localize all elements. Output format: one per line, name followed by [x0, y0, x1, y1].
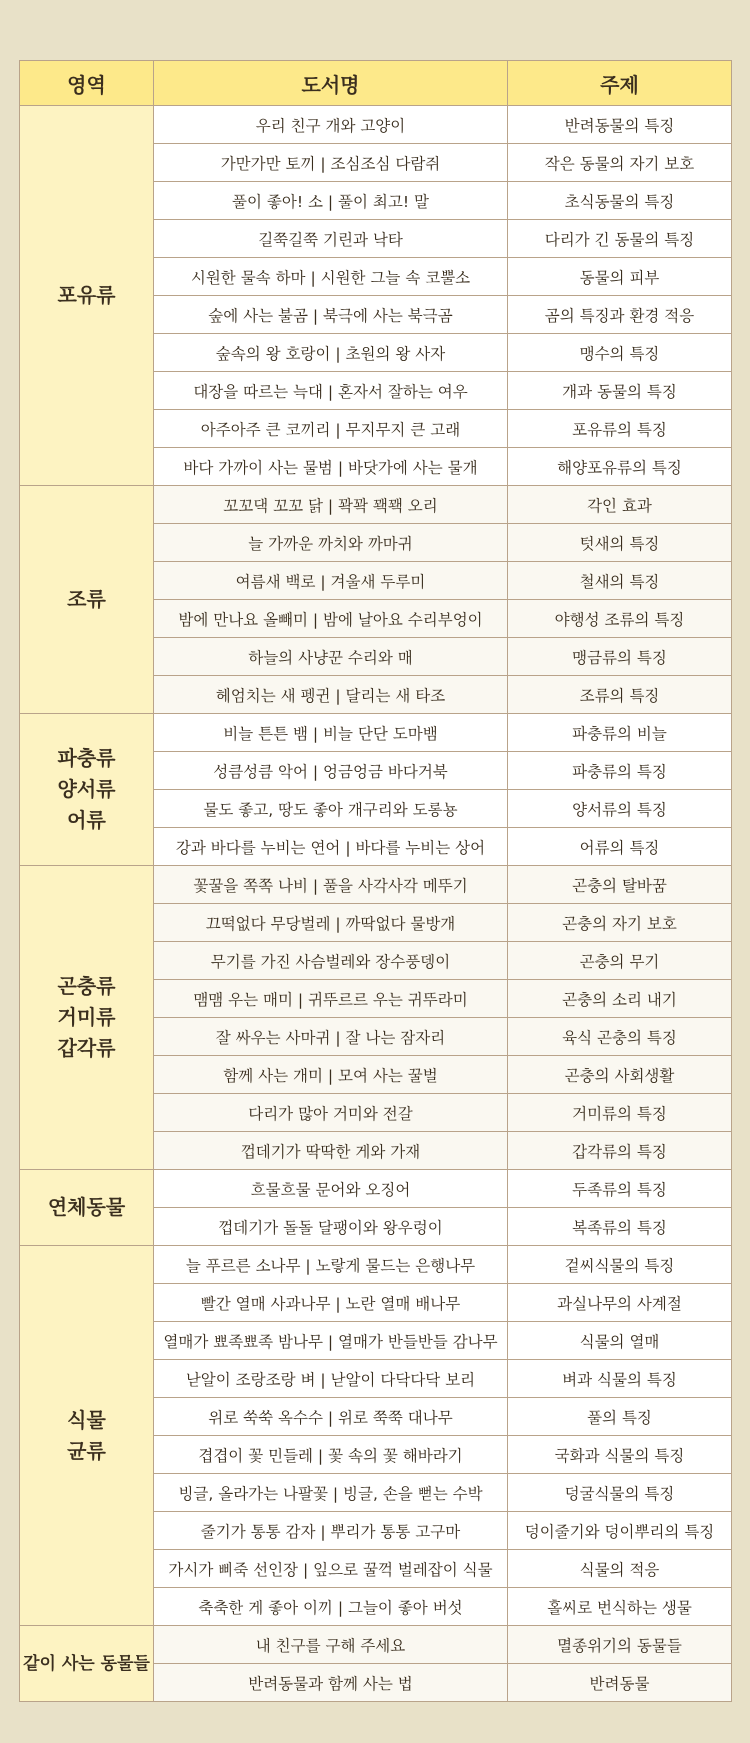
topic-cell: 곰의 특징과 환경 적응: [508, 296, 732, 334]
book-title-cell: 열매가 뾰족뾰족 밤나무 | 열매가 반들반들 감나무: [154, 1322, 508, 1360]
book-title-cell: 하늘의 사냥꾼 수리와 매: [154, 638, 508, 676]
header-topic: 주제: [508, 61, 732, 106]
topic-cell: 식물의 적응: [508, 1550, 732, 1588]
book-title-cell: 줄기가 통통 감자 | 뿌리가 통통 고구마: [154, 1512, 508, 1550]
topic-cell: 파충류의 특징: [508, 752, 732, 790]
book-title-cell: 반려동물과 함께 사는 법: [154, 1664, 508, 1702]
topic-cell: 두족류의 특징: [508, 1170, 732, 1208]
area-label: 거미류: [57, 1005, 116, 1029]
book-title-cell: 여름새 백로 | 겨울새 두루미: [154, 562, 508, 600]
book-title-cell: 꼬꼬댁 꼬꼬 닭 | 꽉꽉 꽥꽥 오리: [154, 486, 508, 524]
table-row: [20, 486, 732, 524]
book-title-cell: 비늘 튼튼 뱀 | 비늘 단단 도마뱀: [154, 714, 508, 752]
topic-cell: 멸종위기의 동물들: [508, 1626, 732, 1664]
book-title-cell: 겹겹이 꽃 민들레 | 꽃 속의 꽃 해바라기: [154, 1436, 508, 1474]
topic-cell: 개과 동물의 특징: [508, 372, 732, 410]
topic-cell: 덩이줄기와 덩이뿌리의 특징: [508, 1512, 732, 1550]
area-label: 식물: [67, 1407, 106, 1432]
topic-cell: 어류의 특징: [508, 828, 732, 866]
book-title-cell: 맴맴 우는 매미 | 귀뚜르르 우는 귀뚜라미: [154, 980, 508, 1018]
topic-cell: 양서류의 특징: [508, 790, 732, 828]
area-cell: [20, 1626, 154, 1702]
book-title-cell: 내 친구를 구해 주세요: [154, 1626, 508, 1664]
area-cell: [20, 866, 154, 1170]
topic-cell: 다리가 긴 동물의 특징: [508, 220, 732, 258]
book-title-cell: 흐물흐물 문어와 오징어: [154, 1170, 508, 1208]
book-title-cell: 다리가 많아 거미와 전갈: [154, 1094, 508, 1132]
topic-cell: 벼과 식물의 특징: [508, 1360, 732, 1398]
topic-cell: 해양포유류의 특징: [508, 448, 732, 486]
area-label: 곤충류: [57, 974, 116, 998]
book-title-cell: 빙글, 올라가는 나팔꽃 | 빙글, 손을 뻗는 수박: [154, 1474, 508, 1512]
book-title-cell: 길쭉길쭉 기린과 낙타: [154, 220, 508, 258]
topic-cell: 곤충의 소리 내기: [508, 980, 732, 1018]
book-title-cell: 시원한 물속 하마 | 시원한 그늘 속 코뿔소: [154, 258, 508, 296]
area-cell: [20, 714, 154, 866]
book-list-table: [19, 60, 732, 1702]
topic-cell: 곤충의 사회생활: [508, 1056, 732, 1094]
area-cell: [20, 486, 154, 714]
area-cell: [20, 1170, 154, 1246]
book-title-cell: 위로 쑥쑥 옥수수 | 위로 쭉쭉 대나무: [154, 1398, 508, 1436]
topic-cell: 작은 동물의 자기 보호: [508, 144, 732, 182]
book-title-cell: 늘 가까운 까치와 까마귀: [154, 524, 508, 562]
book-title-cell: 낟알이 조랑조랑 벼 | 낟알이 다닥다닥 보리: [154, 1360, 508, 1398]
topic-cell: 곤충의 탈바꿈: [508, 866, 732, 904]
book-title-cell: 늘 푸르른 소나무 | 노랗게 물드는 은행나무: [154, 1246, 508, 1284]
book-title-cell: 숲속의 왕 호랑이 | 초원의 왕 사자: [154, 334, 508, 372]
book-title-cell: 밤에 만나요 올빼미 | 밤에 날아요 수리부엉이: [154, 600, 508, 638]
book-title-cell: 껍데기가 딱딱한 게와 가재: [154, 1132, 508, 1170]
book-title-cell: 아주아주 큰 코끼리 | 무지무지 큰 고래: [154, 410, 508, 448]
topic-cell: 반려동물: [508, 1664, 732, 1702]
area-label: 같이 사는 동물들: [23, 1653, 150, 1674]
book-title-cell: 강과 바다를 누비는 연어 | 바다를 누비는 상어: [154, 828, 508, 866]
topic-cell: 식물의 열매: [508, 1322, 732, 1360]
area-label: 포유류: [57, 283, 116, 307]
topic-cell: 과실나무의 사계절: [508, 1284, 732, 1322]
topic-cell: 포유류의 특징: [508, 410, 732, 448]
book-title-cell: 무기를 가진 사슴벌레와 장수풍뎅이: [154, 942, 508, 980]
book-title-cell: 잘 싸우는 사마귀 | 잘 나는 잠자리: [154, 1018, 508, 1056]
book-title-cell: 숲에 사는 불곰 | 북극에 사는 북극곰: [154, 296, 508, 334]
book-title-cell: 풀이 좋아! 소 | 풀이 최고! 말: [154, 182, 508, 220]
topic-cell: 각인 효과: [508, 486, 732, 524]
area-label: 어류: [67, 808, 106, 832]
header-area: 영역: [20, 61, 154, 106]
table-row: [20, 1626, 732, 1664]
topic-cell: 야행성 조류의 특징: [508, 600, 732, 638]
topic-cell: 동물의 피부: [508, 258, 732, 296]
area-label: 균류: [67, 1438, 106, 1463]
topic-cell: 반려동물의 특징: [508, 106, 732, 144]
table-header-row: [20, 61, 732, 106]
topic-cell: 국화과 식물의 특징: [508, 1436, 732, 1474]
topic-cell: 텃새의 특징: [508, 524, 732, 562]
book-title-cell: 헤엄치는 새 펭귄 | 달리는 새 타조: [154, 676, 508, 714]
area-cell: [20, 1246, 154, 1626]
topic-cell: 겉씨식물의 특징: [508, 1246, 732, 1284]
book-title-cell: 가만가만 토끼 | 조심조심 다람쥐: [154, 144, 508, 182]
book-list-container: [19, 60, 731, 1702]
topic-cell: 맹금류의 특징: [508, 638, 732, 676]
book-title-cell: 바다 가까이 사는 물범 | 바닷가에 사는 물개: [154, 448, 508, 486]
topic-cell: 갑각류의 특징: [508, 1132, 732, 1170]
book-title-cell: 우리 친구 개와 고양이: [154, 106, 508, 144]
topic-cell: 곤충의 무기: [508, 942, 732, 980]
topic-cell: 홀씨로 번식하는 생물: [508, 1588, 732, 1626]
book-title-cell: 빨간 열매 사과나무 | 노란 열매 배나무: [154, 1284, 508, 1322]
book-title-cell: 끄떡없다 무당벌레 | 까딱없다 물방개: [154, 904, 508, 942]
area-label: 파충류: [57, 746, 116, 770]
book-title-cell: 물도 좋고, 땅도 좋아 개구리와 도롱뇽: [154, 790, 508, 828]
book-title-cell: 꽃꿀을 쪽쪽 나비 | 풀을 사각사각 메뚜기: [154, 866, 508, 904]
book-title-cell: 가시가 삐죽 선인장 | 잎으로 꿀꺽 벌레잡이 식물: [154, 1550, 508, 1588]
topic-cell: 육식 곤충의 특징: [508, 1018, 732, 1056]
area-label: 조류: [67, 587, 106, 611]
table-row: [20, 1170, 732, 1208]
table-row: [20, 714, 732, 752]
area-cell: [20, 106, 154, 486]
area-label: 연체동물: [47, 1195, 126, 1219]
area-label: 갑각류: [57, 1036, 116, 1060]
topic-cell: 곤충의 자기 보호: [508, 904, 732, 942]
topic-cell: 덩굴식물의 특징: [508, 1474, 732, 1512]
topic-cell: 조류의 특징: [508, 676, 732, 714]
topic-cell: 풀의 특징: [508, 1398, 732, 1436]
topic-cell: 초식동물의 특징: [508, 182, 732, 220]
book-title-cell: 함께 사는 개미 | 모여 사는 꿀벌: [154, 1056, 508, 1094]
table-row: [20, 106, 732, 144]
table-body: [20, 106, 732, 1702]
book-title-cell: 축축한 게 좋아 이끼 | 그늘이 좋아 버섯: [154, 1588, 508, 1626]
topic-cell: 복족류의 특징: [508, 1208, 732, 1246]
header-book-title: 도서명: [154, 61, 508, 106]
topic-cell: 맹수의 특징: [508, 334, 732, 372]
book-title-cell: 껍데기가 돌돌 달팽이와 왕우렁이: [154, 1208, 508, 1246]
area-label: 양서류: [57, 777, 116, 801]
topic-cell: 파충류의 비늘: [508, 714, 732, 752]
topic-cell: 거미류의 특징: [508, 1094, 732, 1132]
table-row: [20, 1246, 732, 1284]
book-title-cell: 성큼성큼 악어 | 엉금엉금 바다거북: [154, 752, 508, 790]
book-title-cell: 대장을 따르는 늑대 | 혼자서 잘하는 여우: [154, 372, 508, 410]
topic-cell: 철새의 특징: [508, 562, 732, 600]
table-row: [20, 866, 732, 904]
